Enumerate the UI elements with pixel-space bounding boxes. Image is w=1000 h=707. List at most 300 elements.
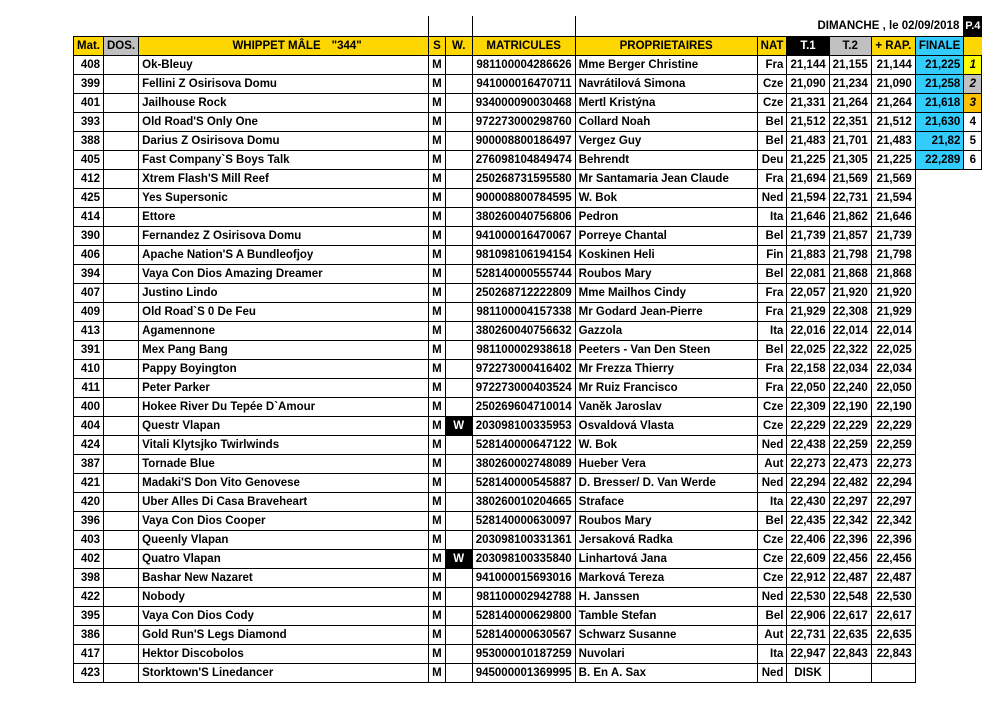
cell-dos bbox=[104, 113, 139, 132]
table-row bbox=[74, 189, 982, 208]
cell-w bbox=[445, 626, 472, 645]
cell-dos bbox=[104, 645, 139, 664]
cell-mat: 402 bbox=[74, 550, 104, 569]
cell-sex: M bbox=[429, 265, 446, 284]
cell-name: Vaya Con Dios Cody bbox=[139, 607, 429, 626]
cell-mat: 413 bbox=[74, 322, 104, 341]
cell-sex: M bbox=[429, 436, 446, 455]
cell-dos bbox=[104, 75, 139, 94]
cell-nat: Cze bbox=[757, 531, 787, 550]
cell-dos bbox=[104, 189, 139, 208]
cell-finale bbox=[915, 569, 964, 588]
cell-name: Nobody bbox=[139, 588, 429, 607]
cell-matricule: 380260040756632 bbox=[472, 322, 575, 341]
cell-w bbox=[445, 360, 472, 379]
cell-owner: Linhartová Jana bbox=[575, 550, 757, 569]
cell-t1: 22,025 bbox=[787, 341, 829, 360]
col-s: S bbox=[429, 37, 446, 56]
cell-matricule: 934000090030468 bbox=[472, 94, 575, 113]
table-row bbox=[74, 227, 982, 246]
cell-w bbox=[445, 208, 472, 227]
cell-w bbox=[445, 113, 472, 132]
cell-w bbox=[445, 341, 472, 360]
cell-nat: Bel bbox=[757, 227, 787, 246]
table-row bbox=[74, 94, 982, 113]
cell-name: Agamennone bbox=[139, 322, 429, 341]
cell-owner: Koskinen Heli bbox=[575, 246, 757, 265]
cell-rank bbox=[964, 284, 982, 303]
cell-owner: Gazzola bbox=[575, 322, 757, 341]
cell-finale bbox=[915, 607, 964, 626]
cell-matricule: 250269604710014 bbox=[472, 398, 575, 417]
cell-nat: Bel bbox=[757, 265, 787, 284]
cell-rank bbox=[964, 550, 982, 569]
cell-rap: 22,034 bbox=[871, 360, 915, 379]
cell-t1: 21,331 bbox=[787, 94, 829, 113]
cell-sex: M bbox=[429, 56, 446, 75]
cell-owner: B. En A. Sax bbox=[575, 664, 757, 683]
cell-name: Pappy Boyington bbox=[139, 360, 429, 379]
cell-rank bbox=[964, 379, 982, 398]
cell-rap: 21,739 bbox=[871, 227, 915, 246]
cell-mat: 393 bbox=[74, 113, 104, 132]
cell-w bbox=[445, 436, 472, 455]
cell-rap: 21,929 bbox=[871, 303, 915, 322]
cell-dos bbox=[104, 132, 139, 151]
cell-owner: Peeters - Van Den Steen bbox=[575, 341, 757, 360]
cell-t1: 21,090 bbox=[787, 75, 829, 94]
cell-nat: Bel bbox=[757, 113, 787, 132]
cell-matricule: 380260010204665 bbox=[472, 493, 575, 512]
cell-t1: 22,609 bbox=[787, 550, 829, 569]
cell-rap: 22,843 bbox=[871, 645, 915, 664]
cell-t2: 22,322 bbox=[829, 341, 871, 360]
cell-owner: Schwarz Susanne bbox=[575, 626, 757, 645]
cell-t1: 22,906 bbox=[787, 607, 829, 626]
cell-owner: Mr Godard Jean-Pierre bbox=[575, 303, 757, 322]
cell-w bbox=[445, 265, 472, 284]
cell-rap: 22,617 bbox=[871, 607, 915, 626]
cell-dos bbox=[104, 246, 139, 265]
cell-nat: Cze bbox=[757, 417, 787, 436]
cell-t1: 21,144 bbox=[787, 56, 829, 75]
cell-mat: 408 bbox=[74, 56, 104, 75]
cell-rank bbox=[964, 588, 982, 607]
cell-sex: M bbox=[429, 512, 446, 531]
cell-w bbox=[445, 493, 472, 512]
cell-dos bbox=[104, 455, 139, 474]
cell-dos bbox=[104, 151, 139, 170]
cell-name: Old Road'S Only One bbox=[139, 113, 429, 132]
cell-finale bbox=[915, 493, 964, 512]
cell-t2: 21,234 bbox=[829, 75, 871, 94]
cell-finale: 21,630 bbox=[915, 113, 964, 132]
cell-nat: Ita bbox=[757, 208, 787, 227]
cell-w bbox=[445, 531, 472, 550]
cell-sex: M bbox=[429, 132, 446, 151]
table-row bbox=[74, 436, 982, 455]
cell-w bbox=[445, 455, 472, 474]
cell-t2: 21,798 bbox=[829, 246, 871, 265]
cell-rap: 21,798 bbox=[871, 246, 915, 265]
table-row bbox=[74, 664, 982, 683]
cell-owner: Vaněk Jaroslav bbox=[575, 398, 757, 417]
table-row bbox=[74, 132, 982, 151]
cell-sex: M bbox=[429, 569, 446, 588]
cell-name: Vaya Con Dios Amazing Dreamer bbox=[139, 265, 429, 284]
cell-rap: 21,225 bbox=[871, 151, 915, 170]
cell-t1: 22,912 bbox=[787, 569, 829, 588]
cell-mat: 387 bbox=[74, 455, 104, 474]
cell-nat: Fra bbox=[757, 303, 787, 322]
cell-w bbox=[445, 151, 472, 170]
table-row bbox=[74, 588, 982, 607]
cell-finale bbox=[915, 664, 964, 683]
cell-t1: 22,158 bbox=[787, 360, 829, 379]
cell-rap: 22,229 bbox=[871, 417, 915, 436]
cell-name: Fernandez Z Osirisova Domu bbox=[139, 227, 429, 246]
cell-sex: M bbox=[429, 246, 446, 265]
cell-rank bbox=[964, 417, 982, 436]
cell-dos bbox=[104, 493, 139, 512]
cell-name: Justino Lindo bbox=[139, 284, 429, 303]
cell-rank bbox=[964, 436, 982, 455]
cell-rank bbox=[964, 398, 982, 417]
cell-w bbox=[445, 189, 472, 208]
cell-dos bbox=[104, 379, 139, 398]
cell-mat: 406 bbox=[74, 246, 104, 265]
cell-mat: 424 bbox=[74, 436, 104, 455]
cell-finale: 21,258 bbox=[915, 75, 964, 94]
cell-owner: Mr Santamaria Jean Claude bbox=[575, 170, 757, 189]
cell-finale bbox=[915, 455, 964, 474]
cell-rap: 21,090 bbox=[871, 75, 915, 94]
cell-matricule: 528140000545887 bbox=[472, 474, 575, 493]
cell-sex: M bbox=[429, 645, 446, 664]
cell-t2: 22,396 bbox=[829, 531, 871, 550]
cell-t1: 21,883 bbox=[787, 246, 829, 265]
cell-dos bbox=[104, 398, 139, 417]
cell-t1: 22,430 bbox=[787, 493, 829, 512]
cell-owner: Vergez Guy bbox=[575, 132, 757, 151]
cell-t1: 22,406 bbox=[787, 531, 829, 550]
cell-name: Quatro Vlapan bbox=[139, 550, 429, 569]
cell-rank bbox=[964, 265, 982, 284]
cell-t2 bbox=[829, 664, 871, 683]
cell-mat: 400 bbox=[74, 398, 104, 417]
cell-t1: 22,530 bbox=[787, 588, 829, 607]
cell-mat: 423 bbox=[74, 664, 104, 683]
date-label: DIMANCHE , le 02/09/2018 bbox=[817, 20, 960, 32]
cell-finale bbox=[915, 284, 964, 303]
cell-t1: DISK bbox=[787, 664, 829, 683]
cell-name: Tornade Blue bbox=[139, 455, 429, 474]
cell-w bbox=[445, 132, 472, 151]
cell-dos bbox=[104, 417, 139, 436]
cell-rank bbox=[964, 246, 982, 265]
cell-sex: M bbox=[429, 113, 446, 132]
cell-name: Madaki'S Don Vito Genovese bbox=[139, 474, 429, 493]
cell-name: Hektor Discobolos bbox=[139, 645, 429, 664]
cell-sex: M bbox=[429, 208, 446, 227]
col-t2: T.2 bbox=[829, 37, 871, 56]
cell-matricule: 972273000403524 bbox=[472, 379, 575, 398]
cell-name: Hokee River Du Tepée D`Amour bbox=[139, 398, 429, 417]
cell-mat: 394 bbox=[74, 265, 104, 284]
cell-name: Xtrem Flash'S Mill Reef bbox=[139, 170, 429, 189]
cell-nat: Ned bbox=[757, 474, 787, 493]
cell-mat: 401 bbox=[74, 94, 104, 113]
cell-nat: Aut bbox=[757, 455, 787, 474]
cell-sex: M bbox=[429, 531, 446, 550]
cell-w bbox=[445, 227, 472, 246]
cell-nat: Fra bbox=[757, 379, 787, 398]
cell-finale bbox=[915, 531, 964, 550]
cell-sex: M bbox=[429, 360, 446, 379]
cell-t2: 21,264 bbox=[829, 94, 871, 113]
cell-name: Questr Vlapan bbox=[139, 417, 429, 436]
cell-t2: 22,456 bbox=[829, 550, 871, 569]
cell-w bbox=[445, 94, 472, 113]
cell-dos bbox=[104, 569, 139, 588]
cell-sex: M bbox=[429, 398, 446, 417]
cell-name: Fast Company`S Boys Talk bbox=[139, 151, 429, 170]
cell-t2: 21,305 bbox=[829, 151, 871, 170]
table-row bbox=[74, 360, 982, 379]
table-row bbox=[74, 341, 982, 360]
cell-dos bbox=[104, 531, 139, 550]
cell-matricule: 380260040756806 bbox=[472, 208, 575, 227]
cell-dos bbox=[104, 265, 139, 284]
cell-rap: 21,646 bbox=[871, 208, 915, 227]
cell-w bbox=[445, 474, 472, 493]
table-row bbox=[74, 56, 982, 75]
cell-owner: Roubos Mary bbox=[575, 512, 757, 531]
cell-dos bbox=[104, 170, 139, 189]
cell-rap: 22,342 bbox=[871, 512, 915, 531]
cell-t2: 22,617 bbox=[829, 607, 871, 626]
cell-matricule: 528140000629800 bbox=[472, 607, 575, 626]
cell-mat: 396 bbox=[74, 512, 104, 531]
cell-finale bbox=[915, 417, 964, 436]
cell-nat: Cze bbox=[757, 398, 787, 417]
cell-nat: Bel bbox=[757, 341, 787, 360]
table-row bbox=[74, 113, 982, 132]
cell-rap: 21,594 bbox=[871, 189, 915, 208]
col-dos: DOS. bbox=[104, 37, 139, 56]
cell-rap: 22,190 bbox=[871, 398, 915, 417]
cell-t1: 22,050 bbox=[787, 379, 829, 398]
cell-dos bbox=[104, 607, 139, 626]
cell-rap: 22,014 bbox=[871, 322, 915, 341]
cell-t1: 21,929 bbox=[787, 303, 829, 322]
cell-t1: 22,947 bbox=[787, 645, 829, 664]
cell-t1: 21,739 bbox=[787, 227, 829, 246]
table-row bbox=[74, 246, 982, 265]
cell-nat: Ita bbox=[757, 493, 787, 512]
cell-mat: 420 bbox=[74, 493, 104, 512]
cell-nat: Ita bbox=[757, 645, 787, 664]
cell-t2: 21,868 bbox=[829, 265, 871, 284]
cell-owner: Tamble Stefan bbox=[575, 607, 757, 626]
col-w: W. bbox=[445, 37, 472, 56]
cell-rap: 22,273 bbox=[871, 455, 915, 474]
cell-owner: Mr Frezza Thierry bbox=[575, 360, 757, 379]
cell-sex: M bbox=[429, 94, 446, 113]
cell-rank bbox=[964, 189, 982, 208]
cell-mat: 388 bbox=[74, 132, 104, 151]
cell-mat: 404 bbox=[74, 417, 104, 436]
cell-mat: 407 bbox=[74, 284, 104, 303]
cell-rank: 2 bbox=[964, 75, 982, 94]
col-mat: Mat. bbox=[74, 37, 104, 56]
cell-rap: 22,294 bbox=[871, 474, 915, 493]
cell-nat: Cze bbox=[757, 569, 787, 588]
cell-owner: Mr Ruiz Francisco bbox=[575, 379, 757, 398]
cell-rank bbox=[964, 360, 982, 379]
cell-rap: 21,264 bbox=[871, 94, 915, 113]
cell-dos bbox=[104, 626, 139, 645]
cell-finale bbox=[915, 550, 964, 569]
cell-nat: Fra bbox=[757, 360, 787, 379]
cell-sex: M bbox=[429, 170, 446, 189]
cell-rank bbox=[964, 322, 982, 341]
cell-dos bbox=[104, 436, 139, 455]
cell-t2: 22,351 bbox=[829, 113, 871, 132]
cell-sex: M bbox=[429, 493, 446, 512]
cell-matricule: 528140000647122 bbox=[472, 436, 575, 455]
cell-nat: Fra bbox=[757, 284, 787, 303]
cell-matricule: 900008800186497 bbox=[472, 132, 575, 151]
col-finale: FINALE bbox=[915, 37, 964, 56]
cell-t2: 22,635 bbox=[829, 626, 871, 645]
cell-t2: 22,487 bbox=[829, 569, 871, 588]
cell-mat: 403 bbox=[74, 531, 104, 550]
cell-nat: Cze bbox=[757, 550, 787, 569]
cell-finale: 21,82 bbox=[915, 132, 964, 151]
cell-matricule: 953000010187259 bbox=[472, 645, 575, 664]
cell-finale bbox=[915, 626, 964, 645]
cell-nat: Ned bbox=[757, 664, 787, 683]
table-row bbox=[74, 512, 982, 531]
cell-finale bbox=[915, 303, 964, 322]
cell-rap: 21,569 bbox=[871, 170, 915, 189]
cell-rank: 6 bbox=[964, 151, 982, 170]
cell-rap: 21,512 bbox=[871, 113, 915, 132]
cell-owner: Pedron bbox=[575, 208, 757, 227]
cell-t2: 22,482 bbox=[829, 474, 871, 493]
cell-finale bbox=[915, 645, 964, 664]
col-nat: NAT bbox=[757, 37, 787, 56]
cell-sex: M bbox=[429, 189, 446, 208]
cell-owner: Collard Noah bbox=[575, 113, 757, 132]
cell-t2: 22,548 bbox=[829, 588, 871, 607]
cell-w bbox=[445, 246, 472, 265]
cell-name: Peter Parker bbox=[139, 379, 429, 398]
cell-finale: 21,618 bbox=[915, 94, 964, 113]
cell-rank: 4 bbox=[964, 113, 982, 132]
cell-name: Bashar New Nazaret bbox=[139, 569, 429, 588]
cell-sex: M bbox=[429, 322, 446, 341]
cell-owner: Behrendt bbox=[575, 151, 757, 170]
cell-name: Mex Pang Bang bbox=[139, 341, 429, 360]
cell-w bbox=[445, 569, 472, 588]
cell-dos bbox=[104, 56, 139, 75]
table-row bbox=[74, 379, 982, 398]
cell-rank bbox=[964, 455, 982, 474]
cell-finale bbox=[915, 265, 964, 284]
cell-rank bbox=[964, 512, 982, 531]
cell-finale bbox=[915, 379, 964, 398]
cell-owner: Roubos Mary bbox=[575, 265, 757, 284]
cell-rap: 22,487 bbox=[871, 569, 915, 588]
cell-rank bbox=[964, 474, 982, 493]
cell-sex: M bbox=[429, 664, 446, 683]
cell-nat: Ned bbox=[757, 436, 787, 455]
cell-matricule: 941000015693016 bbox=[472, 569, 575, 588]
table-row bbox=[74, 569, 982, 588]
cell-t1: 21,694 bbox=[787, 170, 829, 189]
cell-owner: Osvaldová Vlasta bbox=[575, 417, 757, 436]
cell-w bbox=[445, 379, 472, 398]
cell-w bbox=[445, 607, 472, 626]
cell-name: Queenly Vlapan bbox=[139, 531, 429, 550]
cell-t1: 21,646 bbox=[787, 208, 829, 227]
cell-finale bbox=[915, 360, 964, 379]
cell-sex: M bbox=[429, 75, 446, 94]
cell-finale bbox=[915, 341, 964, 360]
cell-t2: 22,342 bbox=[829, 512, 871, 531]
cell-t2: 22,229 bbox=[829, 417, 871, 436]
cell-mat: 399 bbox=[74, 75, 104, 94]
cell-w: W bbox=[445, 550, 472, 569]
cell-name: Old Road`S 0 De Feu bbox=[139, 303, 429, 322]
col-rap: + RAP. bbox=[871, 37, 915, 56]
cell-finale bbox=[915, 170, 964, 189]
cell-t2: 22,259 bbox=[829, 436, 871, 455]
cell-t1: 22,016 bbox=[787, 322, 829, 341]
cell-finale bbox=[915, 189, 964, 208]
cell-mat: 386 bbox=[74, 626, 104, 645]
cell-matricule: 972273000416402 bbox=[472, 360, 575, 379]
cell-rap: 22,456 bbox=[871, 550, 915, 569]
cell-nat: Ned bbox=[757, 189, 787, 208]
cell-rank bbox=[964, 645, 982, 664]
cell-rap: 22,396 bbox=[871, 531, 915, 550]
cell-w bbox=[445, 56, 472, 75]
cell-mat: 421 bbox=[74, 474, 104, 493]
cell-owner: Nuvolari bbox=[575, 645, 757, 664]
cell-name: Vitali Klytsjko Twirlwinds bbox=[139, 436, 429, 455]
table-row bbox=[74, 322, 982, 341]
cell-w bbox=[445, 75, 472, 94]
cell-owner: W. Bok bbox=[575, 436, 757, 455]
cell-t1: 22,731 bbox=[787, 626, 829, 645]
cell-name: Apache Nation'S A Bundleofjoy bbox=[139, 246, 429, 265]
cell-w: W bbox=[445, 417, 472, 436]
cell-t1: 21,512 bbox=[787, 113, 829, 132]
cell-nat: Fra bbox=[757, 56, 787, 75]
cell-dos bbox=[104, 474, 139, 493]
cell-finale bbox=[915, 512, 964, 531]
cell-matricule: 203098100335953 bbox=[472, 417, 575, 436]
cell-mat: 391 bbox=[74, 341, 104, 360]
cell-matricule: 981100002938618 bbox=[472, 341, 575, 360]
table-row bbox=[74, 550, 982, 569]
table-row bbox=[74, 626, 982, 645]
table-row bbox=[74, 607, 982, 626]
cell-owner: W. Bok bbox=[575, 189, 757, 208]
